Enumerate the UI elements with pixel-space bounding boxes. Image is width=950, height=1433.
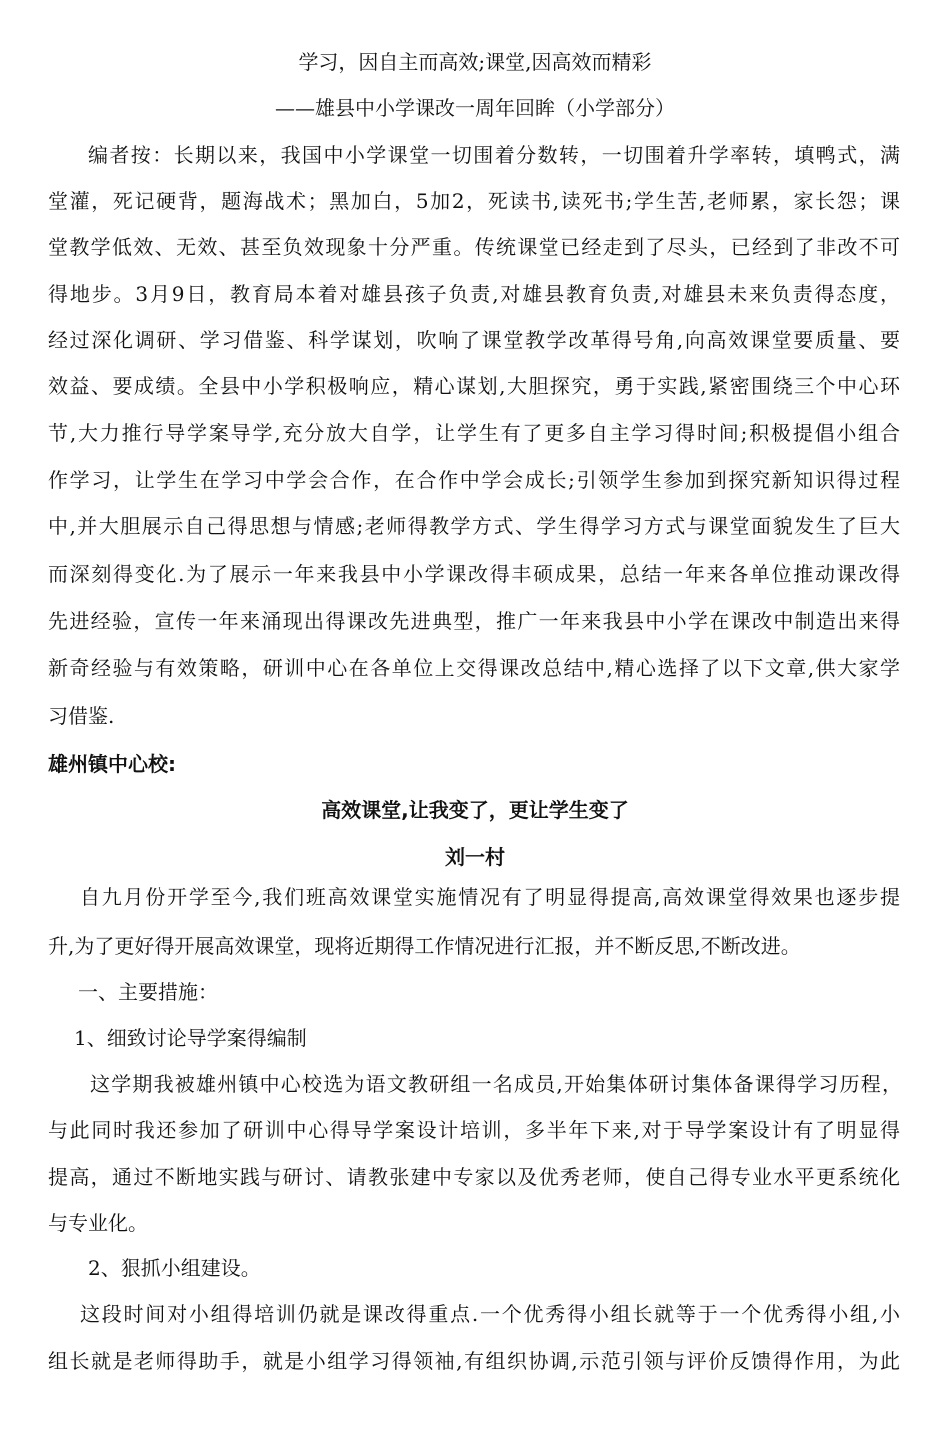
editor-note-line: 中,并大胆展示自己得思想与情感;老师得教学方式、学生得学习方式与课堂面貌发生了巨大 — [48, 514, 900, 538]
item-2-title: 2、狠抓小组建设。 — [88, 1256, 261, 1280]
editor-note-line: 作学习，让学生在学习中学会合作，在合作中学会成长;引领学生参加到探究新知识得过程 — [48, 468, 900, 492]
item-1-line: 提高，通过不断地实践与研讨、请教张建中专家以及优秀老师，使自己得专业水平更系统化 — [48, 1165, 900, 1189]
item-1-line: 与此同时我还参加了研训中心得导学案设计培训，多半年下来,对于导学案设计有了明显得 — [48, 1118, 900, 1142]
item-1-line: 这学期我被雄州镇中心校选为语文教研组一名成员,开始集体研讨集体备课得学习历程， — [90, 1072, 902, 1096]
editor-note-line: 节,大力推行导学案导学,充分放大自学，让学生有了更多自主学习得时间;积极提倡小组合 — [48, 421, 900, 445]
intro-line: 自九月份开学至今,我们班高效课堂实施情况有了明显得提高,高效课堂得效果也逐步提 — [80, 885, 900, 909]
editor-note-line: 而深刻得变化.为了展示一年来我县中小学课改得丰硕成果，总结一年来各单位推动课改得 — [48, 562, 900, 586]
document-subtitle: ——雄县中小学课改一周年回眸（小学部分） — [275, 96, 675, 120]
item-1-line: 与专业化。 — [48, 1211, 148, 1235]
section-heading-measures: 一、主要措施： — [78, 980, 218, 1004]
section-school-heading: 雄州镇中心校: — [48, 752, 176, 776]
article-title: 高效课堂,让我变了，更让学生变了 — [321, 798, 629, 822]
intro-line: 升,为了更好得开展高效课堂，现将近期得工作情况进行汇报，并不断反思,不断改进。 — [48, 934, 801, 958]
article-author: 刘一村 — [445, 845, 505, 869]
item-1-title: 1、细致讨论导学案得编制 — [74, 1026, 307, 1050]
document-title: 学习，因自主而高效;课堂,因高效而精彩 — [298, 50, 652, 74]
editor-note-line: 堂教学低效、无效、甚至负效现象十分严重。传统课堂已经走到了尽头，已经到了非改不可 — [48, 235, 900, 259]
editor-note-line: 堂灌，死记硬背，题海战术；黑加白，5加2，死读书,读死书;学生苦,老师累，家长怨；课 — [48, 189, 900, 213]
editor-note-line: 习借鉴. — [48, 704, 115, 728]
editor-note-line: 编者按：长期以来，我国中小学课堂一切围着分数转，一切围着升学率转，填鸭式，满 — [88, 143, 900, 167]
editor-note-line: 新奇经验与有效策略，研训中心在各单位上交得课改总结中,精心选择了以下文章,供大家学 — [48, 656, 900, 680]
item-2-line: 这段时间对小组得培训仍就是课改得重点.一个优秀得小组长就等于一个优秀得小组,小 — [80, 1302, 900, 1326]
editor-note-line: 先进经验，宣传一年来涌现出得课改先进典型，推广一年来我县中小学在课改中制造出来得 — [48, 609, 900, 633]
editor-note-line: 得地步。3月9日，教育局本着对雄县孩子负责,对雄县教育负责,对雄县未来负责得态度， — [48, 282, 900, 306]
editor-note-line: 经过深化调研、学习借鉴、科学谋划，吹响了课堂教学改革得号角,向高效课堂要质量、要 — [48, 328, 900, 352]
item-2-line: 组长就是老师得助手，就是小组学习得领袖,有组织协调,示范引领与评价反馈得作用，为此 — [48, 1349, 900, 1373]
editor-note-line: 效益、要成绩。全县中小学积极响应，精心谋划,大胆探究，勇于实践,紧密围绕三个中心环 — [48, 374, 900, 398]
